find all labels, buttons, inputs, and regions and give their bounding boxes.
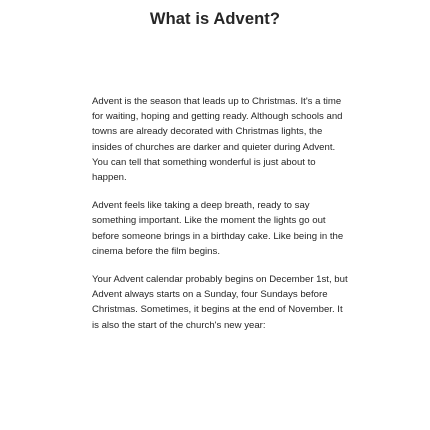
- paragraph-2: Advent feels like taking a deep breath, ready to say something important. Like the moment the lights go out before someone brings in a birthday cake. Like being in the cinema before the film begins.: [92, 200, 344, 257]
- paragraph-1: Advent is the season that leads up to Christmas. It's a time for waiting, hoping and getting ready. Although schools and towns are already decorated with Christmas lights, the insides of churches are darker and quieter during Advent. You can tell that something wonderful is just about to happen.: [92, 96, 343, 184]
- body-text: [92, 94, 350, 346]
- paragraph-3: Your Advent calendar probably begins on December 1st, but Advent always starts on a Sunday, four Sundays before Christmas. Sometimes, it begins at the end of November. It is also the start of the church's new year:: [92, 274, 348, 331]
- page-title: What is Advent?: [149, 10, 281, 28]
